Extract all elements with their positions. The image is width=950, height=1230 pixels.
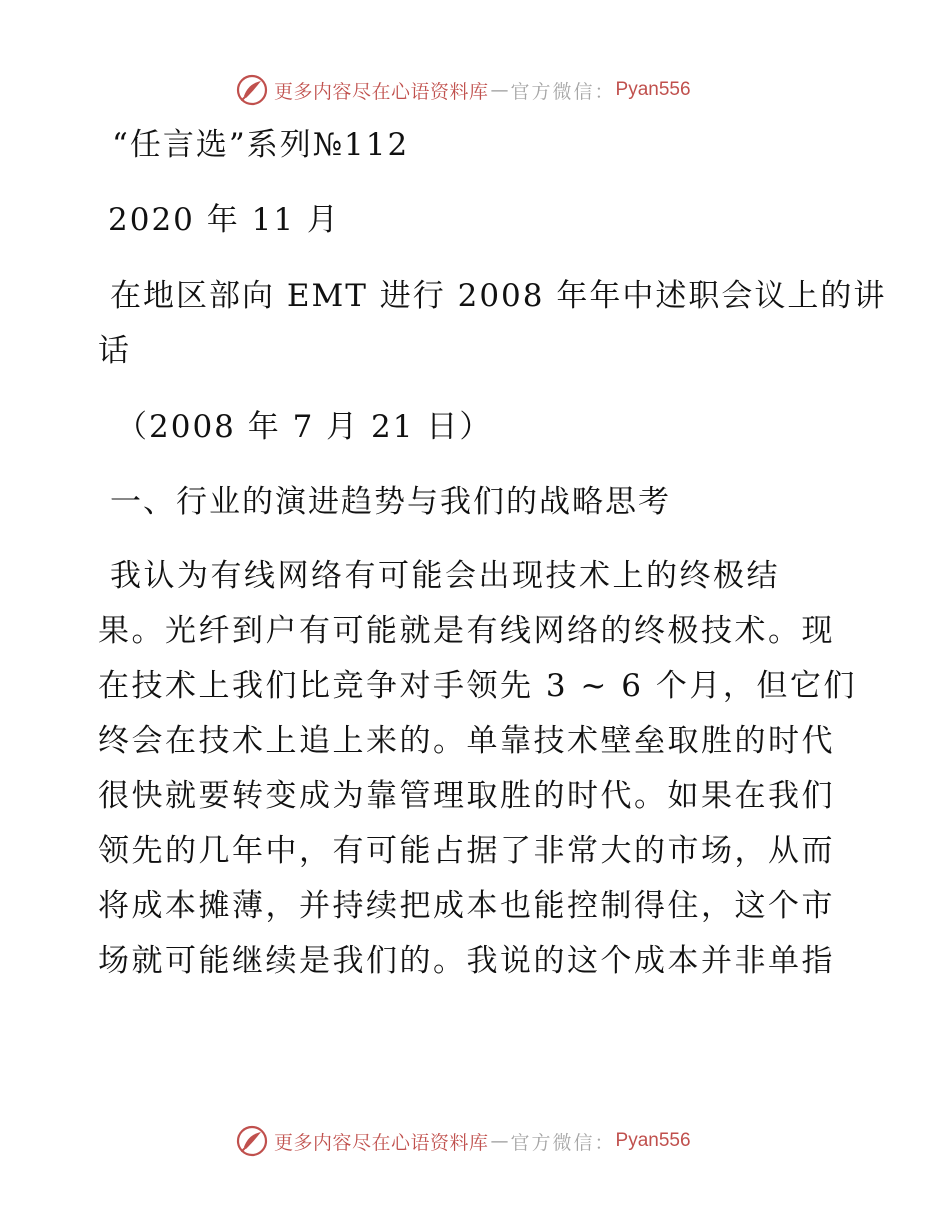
body-line: 我认为有线网络有可能会出现技术上的终极结 xyxy=(110,558,780,594)
body-line: 场就可能继续是我们的。我说的这个成本并非单指 xyxy=(98,943,835,979)
series-label: “任言选”系列№112 xyxy=(112,127,410,163)
watermark-wechat-id: Pyan556 xyxy=(615,79,691,100)
footer-watermark xyxy=(236,1124,691,1158)
brand-logo-icon xyxy=(236,1125,268,1157)
header-watermark xyxy=(236,73,691,107)
body-line: 果。光纤到户有可能就是有线网络的终极技术。现 xyxy=(98,613,835,649)
watermark-official-label: 官方微信： xyxy=(510,80,616,103)
body-line: 在技术上我们比竞争对手领先 3 ~ 6 个月，但它们 xyxy=(98,668,857,704)
body-line: 终会在技术上追上来的。单靠技术壁垒取胜的时代 xyxy=(98,723,835,759)
section-heading: 一、行业的演进趋势与我们的战略思考 xyxy=(110,484,671,520)
body-line: 将成本摊薄，并持续把成本也能控制得住，这个市 xyxy=(98,888,835,924)
watermark-brand: 更多内容尽在心语资料库 xyxy=(274,1131,489,1154)
body-line: 领先的几年中，有可能占据了非常大的市场，从而 xyxy=(98,833,835,869)
watermark-wechat-id: Pyan556 xyxy=(615,1130,691,1151)
watermark-dash: — xyxy=(490,79,509,101)
document-title-line-1: 在地区部向 EMT 进行 2008 年年中述职会议上的讲 xyxy=(110,278,887,314)
document-date: 2020 年 11 月 xyxy=(108,202,340,238)
body-paragraph xyxy=(98,549,857,989)
brand-logo-icon xyxy=(236,74,268,106)
watermark-brand: 更多内容尽在心语资料库 xyxy=(274,80,489,103)
body-line: 很快就要转变成为靠管理取胜的时代。如果在我们 xyxy=(98,778,835,814)
document-title-line-2: 话 xyxy=(98,333,131,369)
watermark-dash: — xyxy=(490,1130,509,1152)
watermark-official-label: 官方微信： xyxy=(510,1131,616,1154)
speech-date: （2008 年 7 月 21 日） xyxy=(116,409,493,445)
